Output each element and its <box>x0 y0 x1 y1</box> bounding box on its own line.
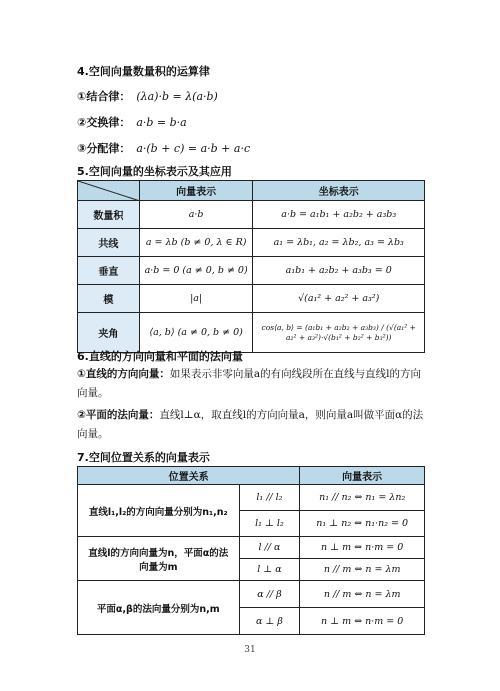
table-row <box>78 581 425 608</box>
table-row <box>78 257 425 285</box>
row-label: 数量积 <box>78 201 140 229</box>
relation-cell: l₁ // l₂ <box>239 485 300 511</box>
law-formula: (λa)·b = λ(a·b) <box>136 90 218 103</box>
law-associative <box>77 88 218 104</box>
table-row <box>78 229 425 257</box>
vector-cell: a = λb (b ≠ 0, λ ∈ R) <box>139 229 253 257</box>
header-coordinate: 坐标表示 <box>253 181 425 201</box>
paragraph-normal-vector <box>77 406 427 444</box>
coordinate-cell: a₁ = λb₁, a₂ = λb₂, a₃ = λb₃ <box>253 229 425 257</box>
paragraph-direction-vector <box>77 365 427 403</box>
law-commutative <box>77 114 187 130</box>
row-label: 共线 <box>78 229 140 257</box>
group-label: 直线l₁,l₂的方向向量分别为n₁,n₂ <box>78 485 240 537</box>
relation-cell: α // β <box>239 581 300 608</box>
section-6-title: 6.直线的方向向量和平面的法向量 <box>77 350 243 363</box>
vector-cell: ⟨a, b⟩ (a ≠ 0, b ≠ 0) <box>139 313 253 353</box>
section-7-title: 7.空间位置关系的向量表示 <box>77 451 210 464</box>
law-label: ③分配律： <box>77 142 131 155</box>
vector-cell: a·b <box>139 201 253 229</box>
header-vector: 向量表示 <box>300 467 425 485</box>
table-row <box>78 285 425 313</box>
law-label: ①结合律： <box>77 90 131 103</box>
coordinate-cell: √(a₁² + a₂² + a₃²) <box>253 285 425 313</box>
relation-cell: l // α <box>239 537 300 559</box>
coordinate-cell: cos⟨a, b⟩ = (a₁b₁ + a₂b₂ + a₃b₃) / (√(a₁² + a₂² + a₃²)·√(b₁² + b₂² + b₃²)) <box>253 313 425 353</box>
vector-cell: n₁ ⊥ n₂ ⇔ n₁·n₂ = 0 <box>300 511 425 537</box>
law-distributive <box>77 140 250 156</box>
table-row <box>78 313 425 353</box>
relation-cell: l₁ ⊥ l₂ <box>239 511 300 537</box>
table-row <box>78 537 425 559</box>
vector-cell: n // m ⇔ n = λm <box>300 581 425 608</box>
vector-cell: n // m ⇔ n = λm <box>300 559 425 581</box>
vector-cell: |a| <box>139 285 253 313</box>
coordinate-table <box>77 180 425 353</box>
diagonal-corner-cell <box>78 181 140 201</box>
row-label: 垂直 <box>78 257 140 285</box>
table-row <box>78 201 425 229</box>
header-vector: 向量表示 <box>139 181 253 201</box>
section-4-title: 4.空间向量数量积的运算律 <box>77 65 210 78</box>
law-label: ②交换律： <box>77 116 131 129</box>
diagonal-line <box>78 181 140 201</box>
page-number: 31 <box>244 645 256 655</box>
vector-cell: a·b = 0 (a ≠ 0, b ≠ 0) <box>139 257 253 285</box>
paragraph-label: ①直线的方向向量： <box>77 368 170 380</box>
vector-cell: n ⊥ m ⇔ n·m = 0 <box>300 537 425 559</box>
law-formula: a·(b + c) = a·b + a·c <box>136 142 251 155</box>
coordinate-cell: a₁b₁ + a₂b₂ + a₃b₃ = 0 <box>253 257 425 285</box>
header-relation: 位置关系 <box>78 467 300 485</box>
vector-cell: n ⊥ m ⇔ n·m = 0 <box>300 608 425 635</box>
group-label: 直线l的方向向量为n，平面α的法向量为m <box>78 537 240 581</box>
relation-cell: α ⊥ β <box>239 608 300 635</box>
vector-cell: n₁ // n₂ ⇔ n₁ = λn₂ <box>300 485 425 511</box>
paragraph-text: 如果表示非零向量a的有向线段所在直线与直线l的方向向量。 <box>77 368 422 399</box>
paragraph-label: ②平面的法向量： <box>77 409 160 421</box>
position-table <box>77 466 425 635</box>
relation-cell: l ⊥ α <box>239 559 300 581</box>
row-label: 模 <box>78 285 140 313</box>
group-label: 平面α,β的法向量分别为n,m <box>78 581 240 635</box>
table-row <box>78 485 425 511</box>
coordinate-cell: a·b = a₁b₁ + a₂b₂ + a₃b₃ <box>253 201 425 229</box>
paragraph-text: 直线l⊥α，取直线l的方向向量a，则向量a叫做平面α的法向量。 <box>77 409 424 440</box>
row-label: 夹角 <box>78 313 140 353</box>
law-formula: a·b = b·a <box>136 116 187 129</box>
section-5-title: 5.空间向量的坐标表示及其应用 <box>77 165 232 178</box>
